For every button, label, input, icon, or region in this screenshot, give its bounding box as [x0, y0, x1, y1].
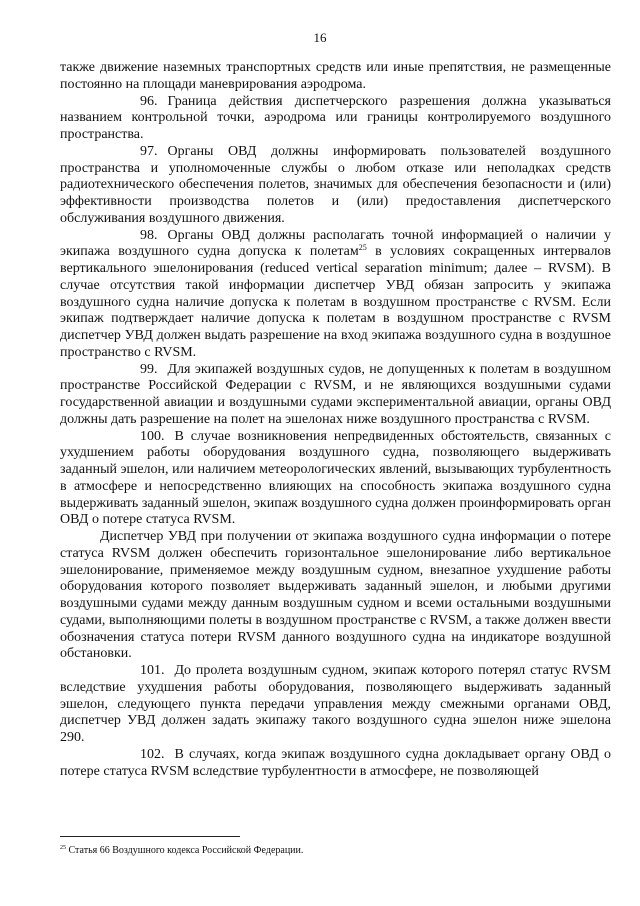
- paragraph-96: [60, 94, 611, 144]
- paragraph-number: 101.: [140, 663, 165, 678]
- paragraph-text: В случае возникновения непредвиденных обстоятельств, связанных с ухудшением работы оборудования воздушного судна, позволяющего выдерживать заданный эшелон, или наличием метеорологических явлений, вызывающих турбулентность в атмосфере и непосредственно влияющих на способность экипажа воздушного судна выдерживать заданный эшелон, экипаж воздушного судна должен проинформировать орган ОВД о потере статуса RVSM.: [60, 428, 611, 528]
- document-body: [60, 60, 611, 780]
- paragraph-text: Органы ОВД должны располагать точной информацией о наличии у экипажа воздушного судна допуска к полетам: [60, 227, 611, 260]
- paragraph-text: Для экипажей воздушных судов, не допущенных к полетам в воздушном пространстве Российской Федерации с RVSM, и не являющихся воздушными судами государственной авиации и воздушными судами экспериментальной авиации, органы ОВД должны дать разрешение на полет на эшелонах ниже воздушного пространства с RVSM.: [60, 361, 611, 427]
- paragraph-number: 98.: [140, 227, 158, 243]
- footnote-reference[interactable]: 25: [358, 243, 367, 253]
- paragraph-number: 96.: [140, 93, 158, 109]
- footnote-marker: 25: [60, 845, 66, 851]
- paragraph-102: [60, 747, 611, 781]
- paragraph-101: [60, 663, 611, 747]
- paragraph-text: До пролета воздушным судном, экипаж которого потерял статус RVSM вследствие ухудшения работы оборудования, позволяющего выдерживать заданный эшелон, следующего пункта передачи управления между смежными органами ОВД, диспетчер УВД должен задать экипажу такого воздушного судна эшелон ниже эшелона 290.: [60, 663, 611, 745]
- footnote-divider: [60, 836, 240, 837]
- paragraph-number: 100.: [140, 428, 165, 444]
- paragraph-number: 99.: [140, 361, 158, 377]
- paragraph-98: [60, 228, 611, 362]
- paragraph-continued: также движение наземных транспортных средств или иные препятствия, не размещенные постоянно на площади маневрирования аэродрома.: [60, 60, 611, 92]
- paragraph-number: 97.: [140, 143, 158, 159]
- paragraph-text: Органы ОВД должны информировать пользователей воздушного пространства и уполномоченные службы о любом отказе или неполадках средств радиотехнического обеспечения полетов, значимых для обеспечения безопасности и (или) эффективности производства полетов и (или) предоставления диспетчерского обслуживания воздушного движения.: [60, 143, 611, 226]
- paragraph-99: [60, 362, 611, 429]
- paragraph-100: [60, 429, 611, 530]
- paragraph-number: 102.: [140, 746, 165, 762]
- paragraph-97: [60, 144, 611, 228]
- paragraph-text: В случаях, когда экипаж воздушного судна докладывает органу ОВД о потере статуса RVSM вследствие турбулентности в атмосфере, не позволяющей: [60, 746, 611, 779]
- paragraph-100-continued: Диспетчер УВД при получении от экипажа воздушного судна информации о потере статуса RVSM должен обеспечить горизонтальное эшелонирование либо вертикальное эшелонирование, применяемое между воздушным судном, внезапное ухудшение работы оборудования которого позволяет выдерживать заданный эшелон, и любыми другими воздушными судами между данным воздушным судном и всеми остальными воздушными судами, выполняющими полеты в воздушном пространстве с RVSM, а также должен ввести обозначения статуса потери RVSM данного воздушного судна на индикаторе воздушной обстановки.: [60, 529, 611, 662]
- footnote-text: Статья 66 Воздушного кодекса Российской Федерации.: [66, 845, 304, 856]
- paragraph-text: в условиях сокращенных интервалов вертикального эшелонирования (reduced vertical separation minimum; далее – RVSM). В случае отсутствия такой информации диспетчер УВД обязан запросить у экипажа воздушного судна наличие допуска к полетам в воздушном пространстве с RVSM. Если экипаж подтверждает наличие допуска к полетам в воздушном пространстве с RVSM диспетчер УВД должен выдать разрешение на вход экипажа воздушного судна в воздушное пространство с RVSM.: [60, 244, 611, 360]
- footnote: [60, 845, 611, 857]
- page-number: 16: [313, 30, 327, 45]
- paragraph-text: Граница действия диспетчерского разрешения должна указываться названием контрольной точки, аэродрома или границы контролируемого воздушного пространства.: [60, 93, 611, 142]
